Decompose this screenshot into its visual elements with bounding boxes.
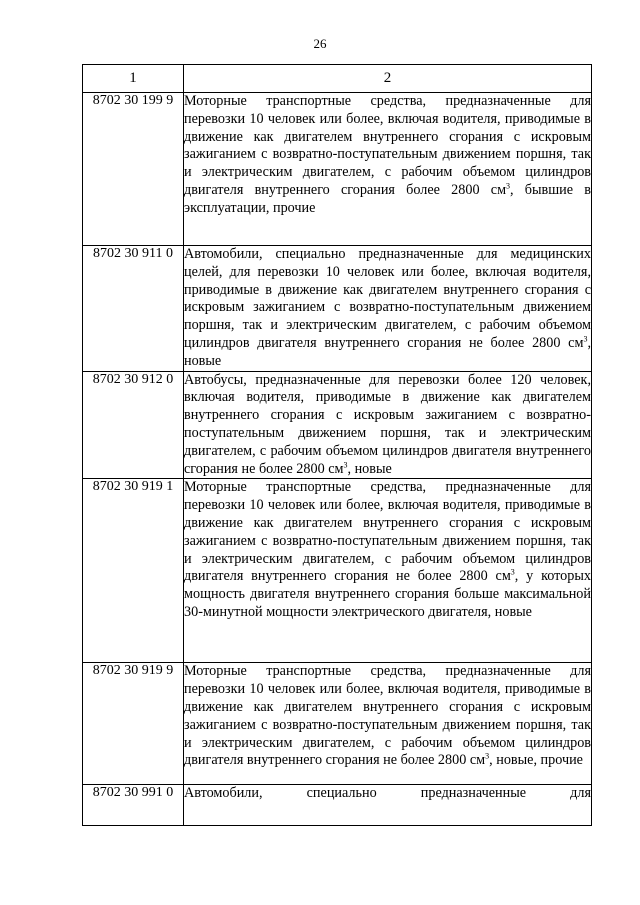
description-tail: , у которых мощность двигателя внутреннего сгорания больше максимальной 30-минутной мощности электрического двигателя, новые [184,568,591,620]
commodity-description [184,479,592,663]
tariff-code-table [82,64,592,826]
description-text: Автобусы, предназначенные для перевозки более 120 человек, включая водителя, приводимые в движение как двигателем внутреннего сгорания с искровым зажиганием с возвратно-поступательным движением поршня, так и электрическим двигателем, с рабочим объемом цилиндров двигателя внутреннего сгорания не более 2800 см [184,371,591,477]
superscript-unit: 3 [510,567,515,577]
description-tail: , новые, прочие [489,752,583,769]
table-row [83,371,592,479]
description-tail: , бывшие в эксплуатации, прочие [184,181,591,216]
superscript-unit: 3 [343,459,348,469]
table-row [83,93,592,246]
table-row [83,479,592,663]
commodity-description [184,246,592,372]
description-tail: , новые [347,460,392,477]
commodity-code: 8702 30 919 9 [83,663,184,785]
commodity-code: 8702 30 199 9 [83,93,184,246]
description-text: Моторные транспортные средства, предназначенные для перевозки 10 человек или более, включая водителя, приводимые в движение как двигателем внутреннего сгорания с искровым зажиганием с возвратно-поступательным движением поршня, так и электрическим двигателем, с рабочим объемом цилиндров двигателя внутреннего сгорания более 2800 см [184,93,591,198]
description-text: Моторные транспортные средства, предназначенные для перевозки 10 человек или более, включая водителя, приводимые в движение как двигателем внутреннего сгорания с искровым зажиганием с возвратно-поступательным движением поршня, так и электрическим двигателем, с рабочим объемом цилиндров двигателя внутреннего сгорания не более 2800 см [184,663,591,769]
commodity-code: 8702 30 919 1 [83,479,184,663]
commodity-description [184,93,592,246]
commodity-description [184,371,592,479]
superscript-unit: 3 [583,334,588,344]
table-row [83,785,592,826]
commodity-code: 8702 30 911 0 [83,246,184,372]
commodity-code: 8702 30 912 0 [83,371,184,479]
commodity-code: 8702 30 991 0 [83,785,184,826]
table-row [83,246,592,372]
superscript-unit: 3 [506,181,511,191]
description-text: Автомобили, специально предназначенные для [184,785,591,802]
table-row [83,663,592,785]
page-number: 26 [313,36,327,51]
table-header-row [83,65,592,93]
description-text: Моторные транспортные средства, предназначенные для перевозки 10 человек или более, включая водителя, приводимые в движение как двигателем внутреннего сгорания с искровым зажиганием с возвратно-поступательным движением поршня, так и электрическим двигателем, с рабочим объемом цилиндров двигателя внутреннего сгорания не более 2800 см [184,479,591,585]
description-tail: , новые [184,334,591,369]
superscript-unit: 3 [485,751,490,761]
description-text: Автомобили, специально предназначенные для медицинских целей, для перевозки 10 человек или более, включая водителя, приводимые в движение как двигателем внутреннего сгорания с искровым зажиганием с возвратно-поступательным движением поршня, так и электрическим двигателем, с рабочим объемом цилиндров двигателя внутреннего сгорания не более 2800 см [184,246,591,351]
commodity-description [184,663,592,785]
column-header-1: 1 [83,65,184,93]
column-header-2: 2 [184,65,592,93]
commodity-description [184,785,592,826]
